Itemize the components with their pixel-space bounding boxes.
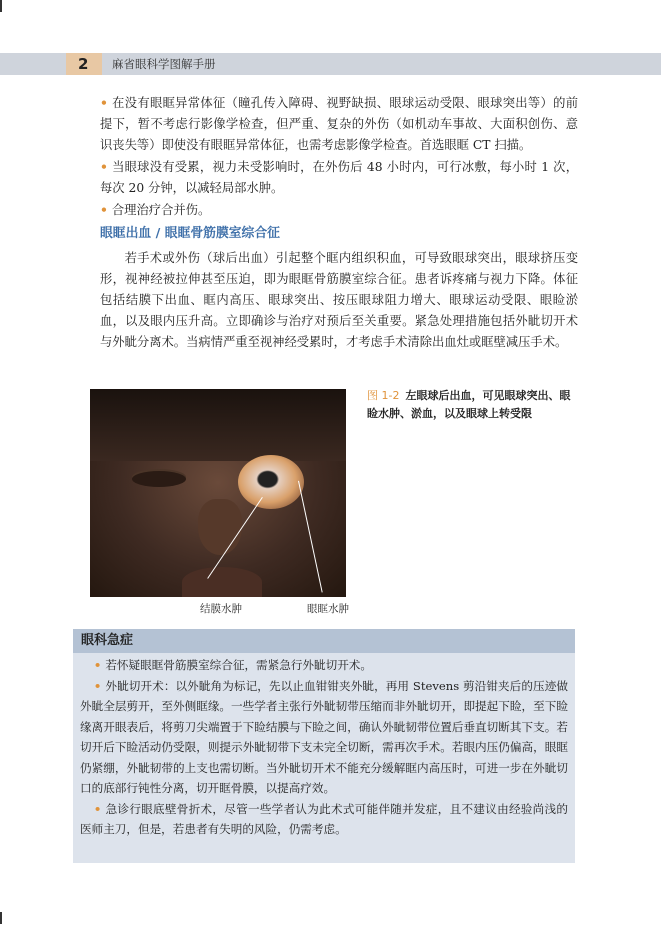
bullet-dot-icon: •	[93, 801, 102, 816]
section-paragraph: 若手术或外伤（球后出血）引起整个眶内组织积血，可导致眼球突出，眼球挤压变形，视神经被拉伸甚至压迫，即为眼眶骨筋膜室综合征。患者诉疼痛与视力下降。体征包括结膜下出血、眶内高压、眼球突出、按压眼球阻力增大、眼球运动受限、眼睑淤血，以及眼内压升高。立即确诊与治疗对预后至关重要。紧急处理措施包括外眦切开术与外眦分离术。当病情严重至视神经受累时，才考虑手术清除出血灶或眶壁减压手术。	[100, 251, 578, 349]
bullet-item: • 在没有眼眶异常体征（瞳孔传入障碍、视野缺损、眼球运动受限、眼球突出等）的前提下，暂不考虑行影像学检查，但严重、复杂的外伤（如机动车事故、大面积创伤、意识丧失等）即使没有眼眶异常体征，也需考虑影像学检查。首选眼眶 CT 扫描。	[100, 95, 578, 152]
figure-number: 图 1-2	[367, 389, 400, 402]
bullet-dot-icon: •	[93, 678, 102, 693]
section-title: 眼眶出血 / 眼眶骨筋膜室综合征	[100, 226, 280, 241]
emergency-item: • 急诊行眼底壁骨折术，尽管一些学者认为此术式可能伴随并发症，且不建议由经验尚浅的医师主刀，但是，若患者有失明的风险，仍需考虑。	[80, 801, 568, 836]
bullet-list-top	[100, 92, 578, 221]
figure-caption-text: 左眼球后出血，可见眼球突出、眼睑水肿、淤血，以及眼球上转受限	[367, 389, 571, 420]
figure-label-orbit: 眼眶水肿	[307, 603, 349, 615]
crop-mark	[0, 912, 2, 924]
figure-label-conjunctiva: 结膜水肿	[200, 603, 242, 615]
page-number: 2	[78, 55, 89, 73]
emergency-box-header	[73, 629, 575, 653]
crop-mark	[0, 0, 2, 12]
book-title: 麻省眼科学图解手册	[112, 57, 216, 71]
bullet-dot-icon: •	[100, 159, 108, 174]
section-paragraph-block	[100, 248, 578, 353]
bullet-dot-icon: •	[93, 658, 102, 672]
emergency-item: • 外眦切开术：以外眦角为标记，先以止血钳钳夹外眦，再用 Stevens 剪沿钳夹后的压迹做外眦全层剪开，至外侧眶缘。一些学者主张行外眦韧带压缩而非外眦切开，即提起下睑，至下睑缘离开眼表后，将剪刀尖端置于下睑结膜与下睑之间，确认外眦韧带位置后垂直切断其下支。若切开后下睑活动仍受限，则提示外眦韧带下支未完全切断，需再次手术。若眼内压仍偏高，眼眶仍紧绷，外眦韧带的上支也需切断。当外眦切开术不能充分缓解眶内高压时，可进一步在外眦切口的底部行钝性分离，切开眶骨膜，以提高疗效。	[80, 678, 568, 795]
emergency-box-title: 眼科急症	[81, 633, 134, 648]
figure-caption	[367, 387, 579, 423]
bullet-dot-icon: •	[100, 95, 108, 110]
bullet-item: • 当眼球没有受累，视力未受影响时，在外伤后 48 小时内，可行冰敷，每小时 1 次，每次 20 分钟，以减轻局部水肿。	[100, 159, 578, 195]
bullet-item: • 合理治疗合并伤。	[100, 202, 211, 217]
leader-line	[298, 481, 323, 593]
emergency-box-text	[80, 655, 568, 840]
emergency-item: • 若怀疑眼眶骨筋膜室综合征，需紧急行外眦切开术。	[93, 658, 372, 672]
bullet-dot-icon: •	[100, 202, 108, 217]
clinical-photo-eye	[90, 389, 346, 597]
